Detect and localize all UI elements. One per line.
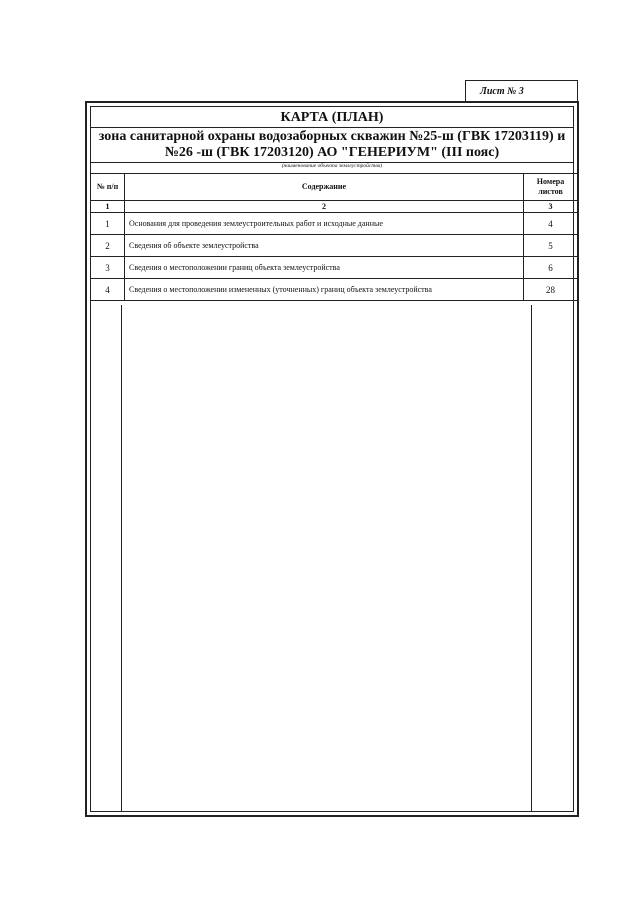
document-subtitle: зона санитарной охраны водозаборных скважин №25-ш (ГВК 17203119) и №26 -ш (ГВК 17203120) АО "ГЕНЕРИУМ" (III пояс) <box>98 129 566 160</box>
row-sheet-number: 4 <box>524 213 578 235</box>
row-sheet-number: 28 <box>524 279 578 301</box>
table-row <box>91 279 578 301</box>
row-number: 3 <box>91 257 125 279</box>
row-content: Сведения о местоположении границ объекта землеустройства <box>125 257 524 279</box>
num-column-line <box>121 305 122 811</box>
column-index-cell: 1 <box>91 201 125 213</box>
row-sheet-number: 6 <box>524 257 578 279</box>
column-index-row <box>91 201 578 213</box>
table-row <box>91 213 578 235</box>
document-inner-frame <box>90 106 574 812</box>
row-sheet-number: 5 <box>524 235 578 257</box>
column-index-cell: 3 <box>524 201 578 213</box>
header-sheets: Номера листов <box>524 174 578 201</box>
sheets-column-line <box>531 305 532 811</box>
title-divider <box>91 127 573 128</box>
table-row <box>91 257 578 279</box>
header-num: № п/п <box>91 174 125 201</box>
header-content: Содержание <box>125 174 524 201</box>
row-content: Сведения о местоположении измененных (уточненных) границ объекта землеустройства <box>125 279 524 301</box>
column-index-cell: 2 <box>125 201 524 213</box>
sheet-number-label: Лист № 3 <box>465 80 578 102</box>
document-frame <box>85 101 579 817</box>
row-number: 4 <box>91 279 125 301</box>
table-header-row <box>91 174 578 201</box>
row-content: Сведения об объекте землеустройства <box>125 235 524 257</box>
row-content: Основания для проведения землеустроительных работ и исходные данные <box>125 213 524 235</box>
object-caption: (наименование объекта землеустройства) <box>281 163 383 169</box>
row-number: 2 <box>91 235 125 257</box>
table-row <box>91 235 578 257</box>
document-title: КАРТА (ПЛАН) <box>280 110 384 125</box>
contents-table <box>90 173 578 301</box>
row-number: 1 <box>91 213 125 235</box>
